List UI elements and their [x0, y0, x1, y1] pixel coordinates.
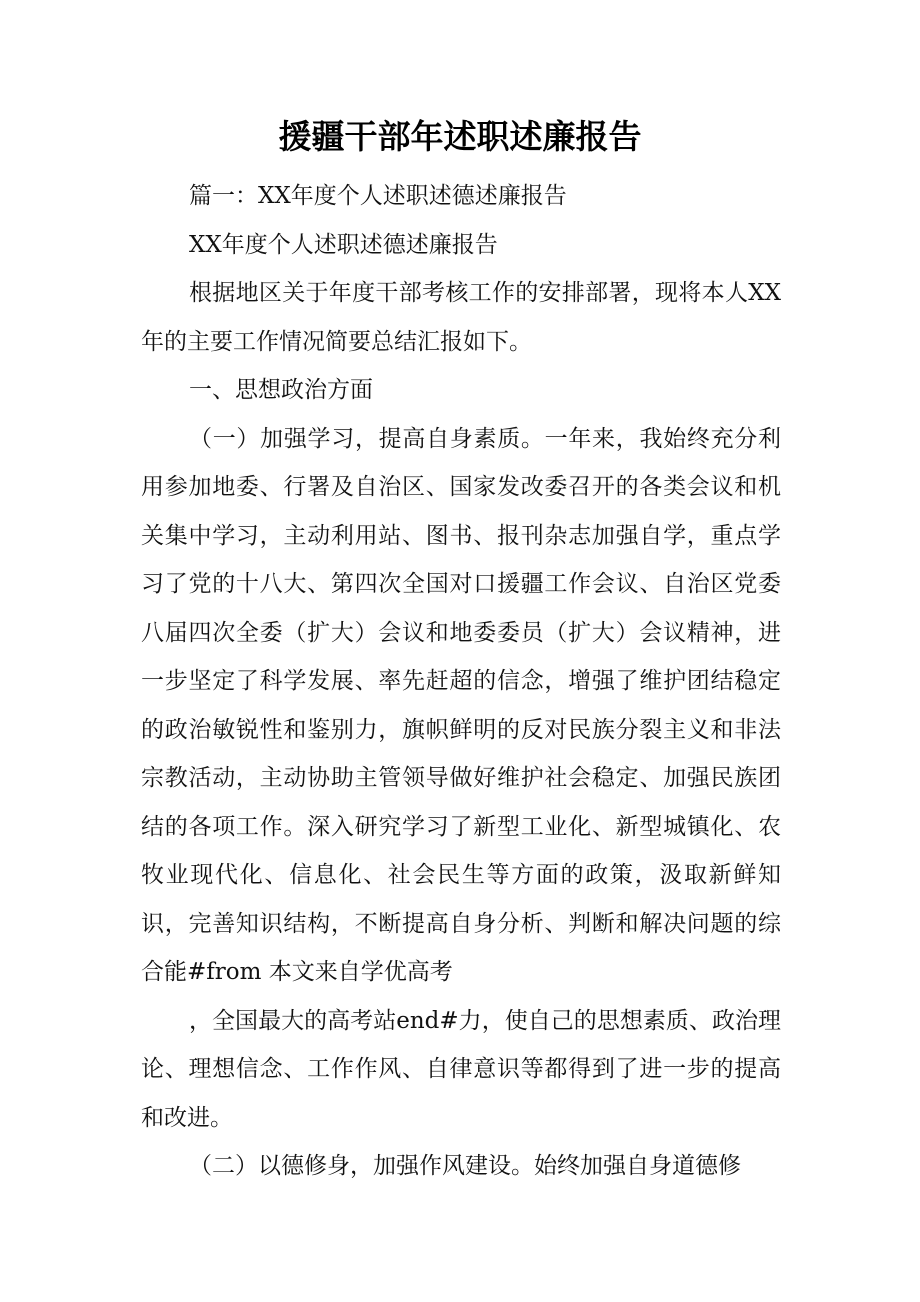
- paragraph-study: （一）加强学习，提高自身素质。一年来，我始终充分利用参加地委、行署及自治区、国家发改委召开的各类会议和机关集中学习，主动利用站、图书、报刊杂志加强自学，重点学习了党的十八大、第四次全国对口援疆工作会议、自治区党委八届四次全委（扩大）会议和地委委员（扩大）会议精神，进一步坚定了科学发展、率先赶超的信念，增强了维护团结稳定的政治敏锐性和鉴别力，旗帜鲜明的反对民族分裂主义和非法宗教活动，主动协助主管领导做好维护社会稳定、加强民族团结的各项工作。深入研究学习了新型工业化、新型城镇化、农牧业现代化、信息化、社会民生等方面的政策，汲取新鲜知识，完善知识结构，不断提高自身分析、判断和解决问题的综合能#from 本文来自学优高考: [141, 425, 781, 985]
- document-title: 援疆干部年述职述廉报告: [278, 117, 642, 156]
- paragraph-study-continued: ，全国最大的高考站end#力，使自己的思想素质、政治理论、理想信念、工作作风、自律意识等都得到了进一步的提高和改进。: [141, 1007, 781, 1131]
- part-heading-ideology: 一、思想政治方面: [189, 377, 373, 403]
- section-heading: 篇一：XX年度个人述职述德述廉报告: [189, 183, 567, 209]
- report-subtitle: XX年度个人述职述德述廉报告: [189, 231, 498, 258]
- intro-paragraph: 根据地区关于年度干部考核工作的安排部署，现将本人XX年的主要工作情况简要总结汇报如下。: [141, 280, 781, 355]
- paragraph-morality: （二）以德修身，加强作风建设。始终加强自身道德修: [189, 1153, 741, 1179]
- document-body: [141, 172, 781, 1191]
